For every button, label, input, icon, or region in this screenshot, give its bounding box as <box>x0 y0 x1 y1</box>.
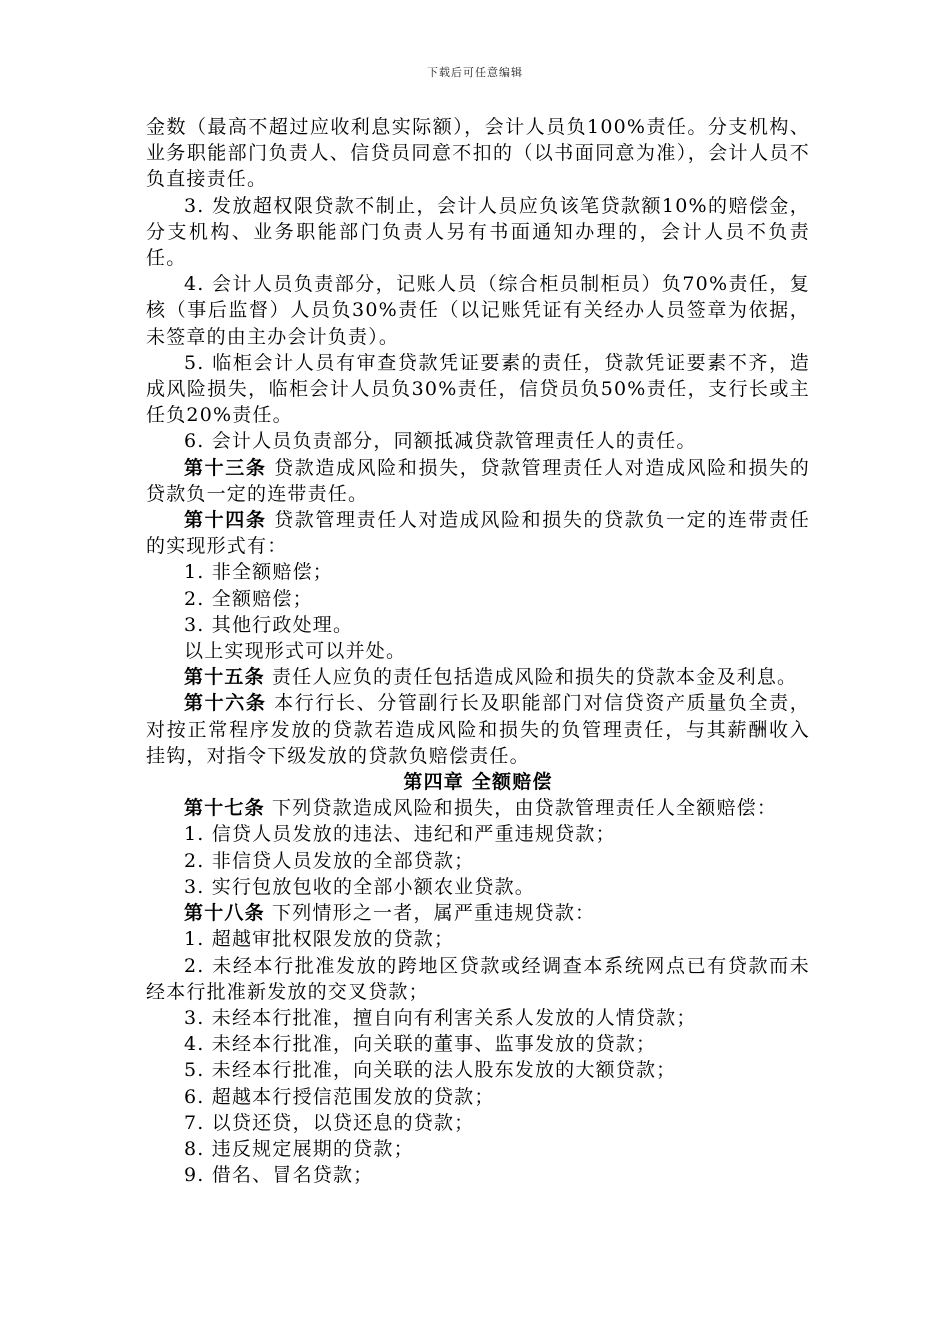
article-number: 第十四条 <box>184 509 267 532</box>
paragraph-text: 贷款管理责任人对造成风险和损失的贷款负一定的连带责任的实现形式有： <box>146 509 810 558</box>
paragraph-text: 下列贷款造成风险和损失，由贷款管理责任人全额赔偿： <box>264 797 778 820</box>
article-paragraph <box>146 690 810 769</box>
article-number: 第十七条 <box>184 797 265 820</box>
paragraph <box>146 1005 810 1031</box>
paragraph <box>146 1110 810 1136</box>
paragraph-text: 责任人应负的责任包括造成风险和损失的贷款本金及利息。 <box>264 666 798 689</box>
paragraph <box>146 1084 810 1110</box>
paragraph-text: 2. 非信贷人员发放的全部贷款； <box>184 849 475 872</box>
paragraph <box>146 1057 810 1083</box>
paragraph-text: 以上实现形式可以并处。 <box>184 640 407 663</box>
paragraph-text: 6. 超越本行授信范围发放的贷款； <box>184 1085 495 1108</box>
article-paragraph <box>146 900 810 926</box>
paragraph-text: 1. 信贷人员发放的违法、违纪和严重违规贷款； <box>184 823 616 846</box>
paragraph-text: 5. 临柜会计人员有审查贷款凭证要素的责任，贷款凭证要素不齐，造成风险损失，临柜会计人员负30%责任，信贷员负50%责任，支行长或主任负20%责任。 <box>146 351 810 427</box>
paragraph <box>146 271 810 350</box>
paragraph-text: 1. 非全额赔偿； <box>184 561 333 584</box>
paragraph <box>146 1136 810 1162</box>
paragraph <box>146 586 810 612</box>
paragraph-text: 8. 违反规定展期的贷款； <box>184 1137 414 1160</box>
paragraph-text: 5. 未经本行批准，向关联的法人股东发放的大额贷款； <box>184 1059 677 1082</box>
paragraph-text: 6. 会计人员负责部分，同额抵减贷款管理责任人的责任。 <box>184 430 697 453</box>
article-paragraph <box>146 664 810 690</box>
paragraph <box>146 350 810 429</box>
paragraph-text: 金数（最高不超过应收利息实际额），会计人员负100%责任。分支机构、业务职能部门负责人、信贷员同意不扣的（以书面同意为准），会计人员不负直接责任。 <box>146 116 810 191</box>
paragraph-text: 1. 超越审批权限发放的贷款； <box>184 928 455 951</box>
article-paragraph <box>146 455 810 507</box>
paragraph <box>146 428 810 454</box>
article-number: 第十八条 <box>184 902 265 925</box>
paragraph-text: 9. 借名、冒名贷款； <box>184 1164 374 1187</box>
paragraph <box>146 953 810 1005</box>
article-paragraph <box>146 507 810 559</box>
page-header: 下载后可任意编辑 <box>427 66 523 79</box>
paragraph <box>146 559 810 585</box>
paragraph-text: 3. 未经本行批准，擅自向有利害关系人发放的人情贷款； <box>184 1006 697 1029</box>
article-paragraph <box>146 795 810 821</box>
paragraph <box>146 848 810 874</box>
article-number: 第十六条 <box>184 692 267 715</box>
paragraph <box>146 114 810 193</box>
paragraph <box>146 821 810 847</box>
paragraph <box>146 926 810 952</box>
paragraph <box>146 874 810 900</box>
paragraph <box>146 1031 810 1057</box>
paragraph-text: 2. 全额赔偿； <box>184 587 313 610</box>
paragraph-text: 本行行长、分管副行长及职能部门对信贷资产质量负全责，对按正常程序发放的贷款若造成风险和损失的负管理责任，与其薪酬收入挂钩，对指令下级发放的贷款负赔偿责任。 <box>146 692 810 767</box>
paragraph-text: 3. 发放超权限贷款不制止，会计人员应负该笔贷款额10%的赔偿金，分支机构、业务职能部门负责人另有书面通知办理的，会计人员不负责任。 <box>146 194 810 270</box>
paragraph <box>146 193 810 272</box>
paragraph <box>146 612 810 638</box>
paragraph-text: 下列情形之一者，属严重违规贷款： <box>264 902 596 925</box>
paragraph <box>146 1162 810 1188</box>
paragraph-text: 4. 未经本行批准，向关联的董事、监事发放的贷款； <box>184 1033 657 1056</box>
chapter-heading: 第四章 全额赔偿 <box>403 771 553 794</box>
paragraph-text: 4. 会计人员负责部分，记账人员（综合柜员制柜员）负70%责任，复核（事后监督）人员负30%责任（以记账凭证有关经办人员签章为依据，未签章的由主办会计负责）。 <box>146 273 810 348</box>
paragraph <box>146 638 810 664</box>
paragraph-text: 贷款造成风险和损失，贷款管理责任人对造成风险和损失的贷款负一定的连带责任。 <box>146 456 810 505</box>
article-number: 第十五条 <box>184 666 265 689</box>
paragraph-text: 3. 实行包放包收的全部小额农业贷款。 <box>184 875 535 898</box>
paragraph-text: 7. 以贷还贷，以贷还息的贷款； <box>184 1111 475 1134</box>
article-number: 第十三条 <box>184 456 267 479</box>
paragraph-text: 2. 未经本行批准发放的跨地区贷款或经调查本系统网点已有贷款而未经本行批准新发放的交叉贷款； <box>146 954 810 1003</box>
document-body <box>146 114 810 1188</box>
paragraph-text: 3. 其他行政处理。 <box>184 613 354 636</box>
